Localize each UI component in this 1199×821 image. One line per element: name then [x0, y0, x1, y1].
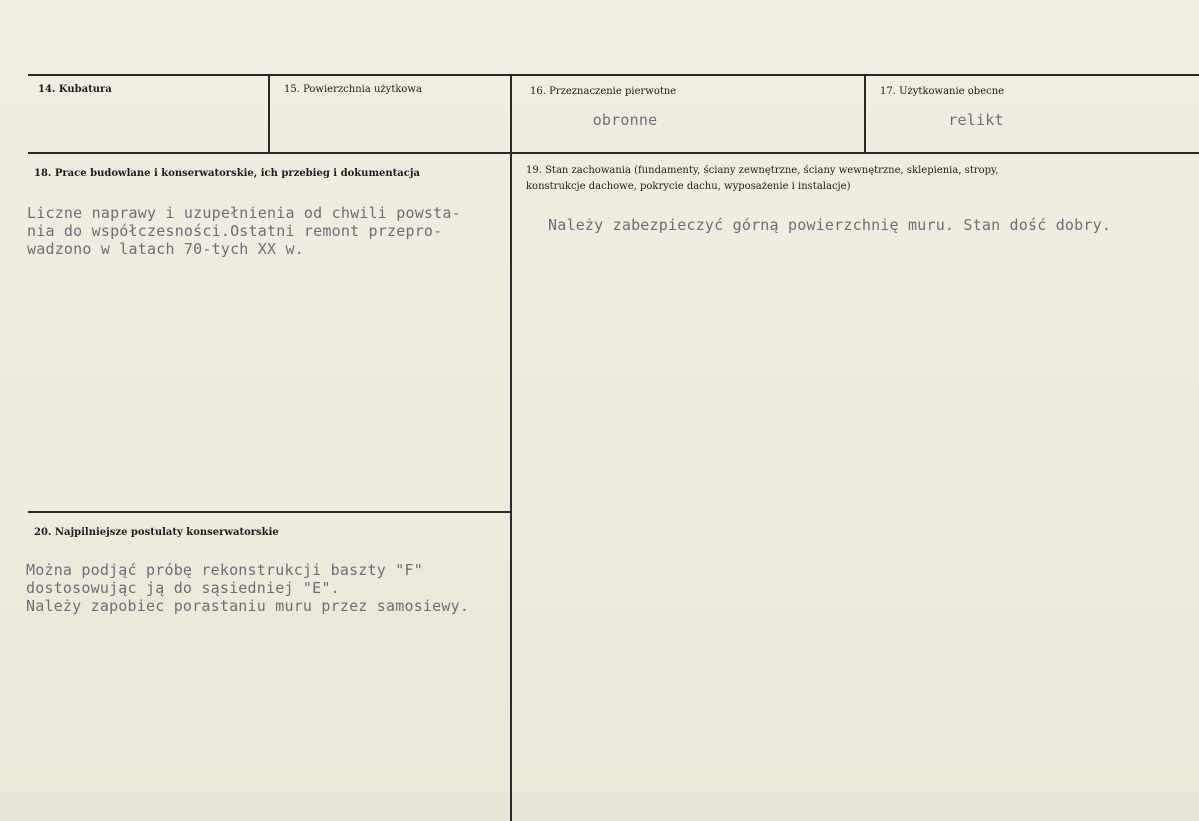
s18-label: 18. Prace budowlane i konserwatorskie, ich przebieg i dokumentacja: [34, 168, 420, 179]
s18-line-3: wadzono w latach 70-tych XX w.: [27, 240, 304, 258]
field-17-label: 17. Użytkowanie obecne: [880, 86, 1005, 97]
top-rule: [28, 74, 1199, 76]
s18-line-2: nia do współczesności.Ostatni remont przepro-: [27, 222, 443, 240]
field-17-value: relikt: [948, 111, 1004, 129]
row1-bottom-rule: [28, 152, 1199, 154]
s18-line-1: Liczne naprawy i uzupełnienia od chwili powsta-: [27, 204, 461, 222]
s20-line-2: dostosowując ją do sąsiedniej "E".: [26, 579, 340, 597]
main-column-divider: [510, 153, 512, 821]
s19-text: Należy zabezpieczyć górną powierzchnię muru. Stan dość dobry.: [548, 216, 1112, 234]
s20-line-1: Można podjąć próbę rekonstrukcji baszty "F": [26, 561, 423, 579]
s18-bottom-rule: [28, 511, 511, 513]
field-16-label: 16. Przeznaczenie pierwotne: [530, 86, 677, 97]
field-15-label: 15. Powierzchnia użytkowa: [284, 84, 422, 95]
s19-label-line-1: 19. Stan zachowania (fundamenty, ściany zewnętrzne, ściany wewnętrzne, sklepienia, stropy,: [526, 165, 999, 176]
s19-label-line-2: konstrukcje dachowe, pokrycie dachu, wyposażenie i instalacje): [526, 181, 851, 192]
s20-line-3: Należy zapobiec porastaniu muru przez samosiewy.: [26, 597, 470, 615]
field-14-label: 14. Kubatura: [38, 84, 112, 95]
field-16-value: obronne: [592, 111, 658, 129]
s20-label: 20. Najpilniejsze postulaty konserwatorskie: [34, 527, 279, 538]
divider-14-15: [268, 75, 270, 153]
